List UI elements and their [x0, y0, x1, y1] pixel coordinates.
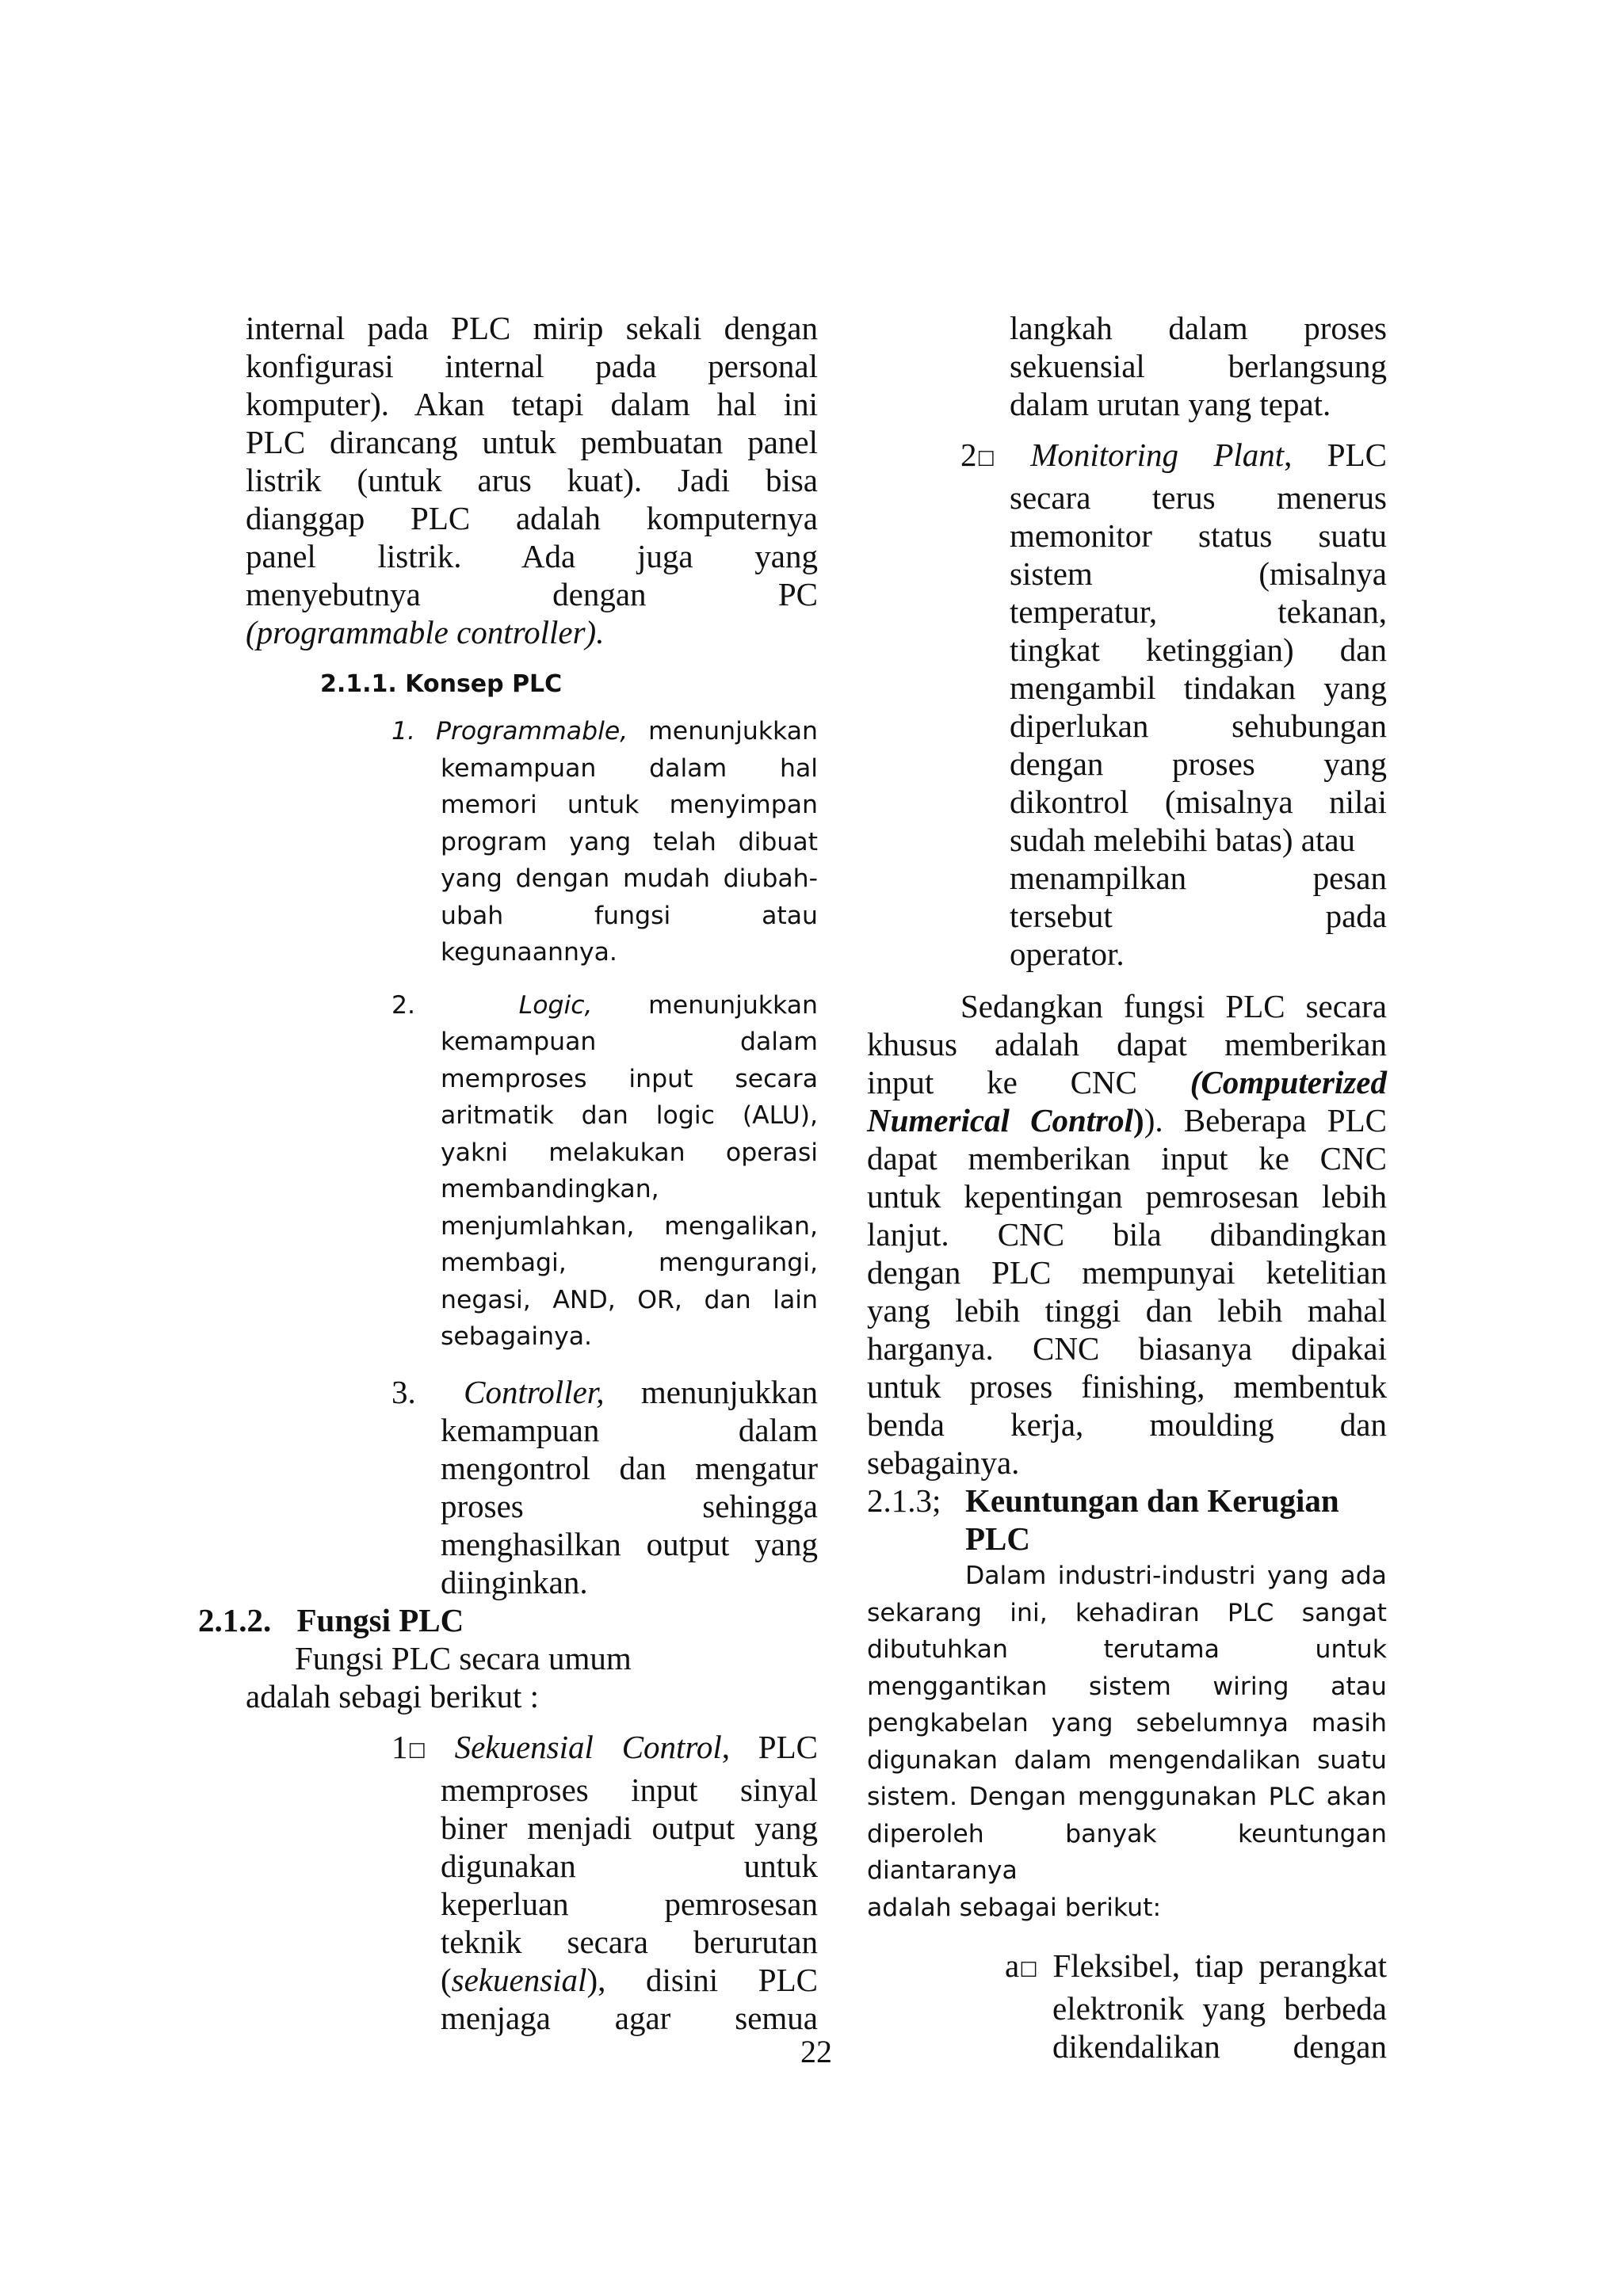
- text-line: tersebut pada: [1010, 898, 1387, 934]
- text-line: secara terus menerus: [1010, 479, 1387, 516]
- text-line: mengontrol dan mengatur: [441, 1449, 818, 1486]
- text-line: memori untuk menyimpan: [441, 791, 818, 819]
- cnc-paragraph: [867, 987, 1387, 1482]
- text-line: sebagainya.: [867, 1444, 1020, 1481]
- text-line: memproses input sinyal: [441, 1771, 818, 1808]
- text-line: dapat memberikan input ke CNC: [867, 1140, 1387, 1177]
- text-line: dengan proses yang: [1010, 746, 1387, 782]
- text-span: menunjukkan: [640, 1373, 819, 1410]
- list-marker: a: [1005, 1947, 1020, 1984]
- text-span: menunjukkan: [648, 717, 818, 746]
- section-heading-fungsi: [198, 1601, 818, 1639]
- text-line: (sekuensial), disini PLC: [441, 1961, 818, 1998]
- text-line: internal pada PLC mirip sekali dengan: [246, 310, 818, 346]
- text-line: benda kerja, moulding dan: [867, 1406, 1387, 1443]
- text-line: kemampuan dalam: [441, 1028, 818, 1056]
- text-line: teknik secara berurutan: [441, 1923, 818, 1960]
- term: Logic,: [518, 990, 593, 1020]
- text-line: untuk proses finishing, membentuk: [867, 1368, 1387, 1405]
- text-line: program yang telah dibuat: [441, 827, 818, 856]
- text-line: listrik (untuk arus kuat). Jadi bisa: [246, 462, 818, 498]
- text-line: memonitor status suatu: [1010, 517, 1387, 554]
- text-line: harganya. CNC biasanya dipakai: [867, 1330, 1387, 1367]
- text-line: digunakan untuk: [441, 1847, 818, 1884]
- text-line: dikendalikan dengan: [1052, 2028, 1387, 2065]
- list-marker: 3.: [391, 1373, 416, 1410]
- text-line: menampilkan pesan: [1010, 860, 1387, 896]
- term: sekuensial: [451, 1961, 587, 1998]
- text-span: ), disini PLC: [586, 1961, 818, 1998]
- text-line: konfigurasi internal pada personal: [246, 348, 818, 384]
- term: Numerical Control: [867, 1102, 1134, 1138]
- text-line: aritmatik dan logic (ALU),: [441, 1101, 818, 1130]
- text-span: , PLC: [1284, 437, 1387, 473]
- text-line: [960, 436, 1387, 479]
- text-line: mengambil tindakan yang: [1010, 669, 1387, 706]
- text-line: dianggap PLC adalah komputernya: [246, 500, 818, 536]
- heading-text: Keuntungan dan Kerugian: [965, 1482, 1339, 1519]
- text-line: khusus adalah dapat memberikan: [867, 1026, 1387, 1062]
- text-line: kemampuan dalam hal: [441, 753, 818, 783]
- term: Controller,: [464, 1373, 605, 1410]
- keuntungan-paragraph: [867, 1558, 1387, 1926]
- text-line: memproses input secara: [441, 1064, 818, 1093]
- text-line: [1005, 1947, 1387, 1989]
- sekuensial-continuation: [867, 309, 1387, 423]
- term: Sekuensial Control: [454, 1728, 722, 1765]
- text-line: [391, 987, 818, 1024]
- missing-glyph-box: ☐: [976, 448, 995, 471]
- section-heading-konsep: 2.1.1. Konsep PLC: [320, 670, 563, 698]
- text-line: untuk kepentingan pemrosesan lebih: [867, 1178, 1387, 1215]
- term: Programmable,: [435, 717, 628, 746]
- text-span: ): [1133, 1102, 1144, 1138]
- text-line: menjaga agar semua: [441, 1999, 818, 2036]
- list-marker: 2.: [391, 990, 416, 1020]
- section-heading-keuntungan: [867, 1482, 1387, 1558]
- heading-number: 2.1.3;: [867, 1482, 941, 1519]
- text-line: yang lebih tinggi dan lebih mahal: [867, 1292, 1387, 1329]
- text-line: komputer). Akan tetapi dalam hal ini: [246, 386, 818, 422]
- text-line: Sedangkan fungsi PLC secara: [960, 988, 1387, 1024]
- fungsi-intro: [246, 1639, 818, 1715]
- text-span: menunjukkan: [648, 990, 818, 1020]
- text-line: membagi, mengurangi,: [441, 1249, 818, 1277]
- text-line: menyebutnya dengan PC: [246, 576, 818, 612]
- text-line: diinginkan.: [441, 1563, 588, 1600]
- text-line: sudah melebihi batas) atau: [1010, 822, 1356, 858]
- list-marker: 1.: [391, 717, 416, 746]
- heading-number: 2.1.2.: [198, 1601, 272, 1638]
- heading-text: Fungsi PLC: [296, 1601, 464, 1638]
- left-column: [198, 309, 819, 2037]
- keuntungan-item-fleksibel: [1005, 1947, 1387, 2065]
- heading-text: PLC: [965, 1520, 1030, 1557]
- text-line: sekuensial berlangsung: [1010, 348, 1387, 384]
- text-line: negasi, AND, OR, dan lain: [441, 1285, 818, 1314]
- text-line: sekarang ini, kehadiran PLC sangat: [867, 1598, 1387, 1627]
- text-line: dikontrol (misalnya nilai: [1010, 784, 1387, 820]
- text-line: Dalam industri-industri yang ada: [965, 1562, 1387, 1590]
- text-line: (programmable controller).: [246, 614, 605, 650]
- text-line: [391, 1728, 818, 1771]
- konsep-item-programmable: [391, 713, 818, 971]
- text-line: langkah dalam proses: [1010, 310, 1387, 346]
- list-marker: 2: [960, 437, 977, 473]
- text-line: PLC dirancang untuk pembuatan panel: [246, 424, 818, 460]
- text-line: adalah sebagi berikut :: [246, 1677, 540, 1714]
- text-span: , PLC: [721, 1728, 818, 1765]
- text-span: Fleksibel, tiap perangkat: [1052, 1947, 1388, 1984]
- text-line: menjumlahkan, mengalikan,: [441, 1211, 818, 1241]
- text-line: kegunaannya.: [441, 938, 617, 967]
- text-line: [391, 713, 818, 750]
- term: Monitoring Plant: [1030, 437, 1285, 473]
- text-line: ubah fungsi atau: [441, 901, 818, 930]
- heading-text-block: [867, 1482, 1387, 1558]
- text-line: menggantikan sistem wiring atau: [867, 1672, 1387, 1701]
- text-line: [391, 1373, 818, 1411]
- page-number: 22: [800, 2034, 832, 2069]
- text-line: digunakan dalam mengendalikan suatu: [867, 1745, 1387, 1775]
- text-line: sistem. Dengan menggunakan PLC akan: [867, 1783, 1387, 1811]
- term: (Computerized: [1190, 1064, 1387, 1100]
- konsep-item-logic: [391, 987, 818, 1356]
- text-line: dengan PLC mempunyai ketelitian: [867, 1254, 1387, 1291]
- text-line: keperluan pemrosesan: [441, 1885, 818, 1922]
- missing-glyph-box: ☐: [1019, 1958, 1038, 1982]
- text-span: input ke CNC: [867, 1064, 1137, 1100]
- text-line: menghasilkan output yang: [441, 1525, 818, 1562]
- list-marker: 1: [391, 1728, 408, 1765]
- text-line: adalah sebagai berikut:: [867, 1893, 1162, 1922]
- text-line: pengkabelan yang sebelumnya masih: [867, 1709, 1387, 1737]
- text-line: elektronik yang berbeda: [1052, 1990, 1387, 2027]
- fungsi-item-sekuensial: [391, 1728, 818, 2037]
- right-column: [867, 309, 1387, 2065]
- fungsi-item-monitoring: [960, 436, 1387, 973]
- text-line: temperatur, tekanan,: [1010, 593, 1387, 630]
- text-line: membandingkan,: [441, 1175, 659, 1203]
- text-line: kemampuan dalam: [441, 1411, 818, 1448]
- text-line: biner menjadi output yang: [441, 1809, 818, 1846]
- text-line: operator.: [1010, 936, 1125, 972]
- missing-glyph-box: ☐: [407, 1739, 426, 1764]
- text-line: [867, 1101, 1387, 1139]
- text-span: ). Beberapa PLC: [1144, 1102, 1387, 1138]
- text-line: yakni melakukan operasi: [441, 1138, 818, 1167]
- text-line: sistem (misalnya: [1010, 555, 1387, 592]
- text-line: [867, 1063, 1387, 1101]
- text-line: yang dengan mudah diubah-: [441, 864, 818, 893]
- text-line: diperoleh banyak keuntungan diantaranya: [867, 1819, 1387, 1885]
- text-line: dalam urutan yang tepat.: [1010, 386, 1331, 422]
- text-line: Fungsi PLC secara umum: [295, 1639, 632, 1676]
- text-line: proses sehingga: [441, 1487, 818, 1524]
- text-line: sebagainya.: [441, 1322, 593, 1351]
- text-line: panel listrik. Ada juga yang: [246, 538, 818, 574]
- text-line: diperlukan sehubungan: [1010, 707, 1387, 744]
- intro-paragraph: [246, 309, 818, 651]
- text-line: tingkat ketinggian) dan: [1010, 631, 1387, 668]
- text-line: dibutuhkan terutama untuk: [867, 1635, 1387, 1664]
- konsep-item-controller: [391, 1373, 818, 1601]
- text-line: lanjut. CNC bila dibandingkan: [867, 1216, 1387, 1253]
